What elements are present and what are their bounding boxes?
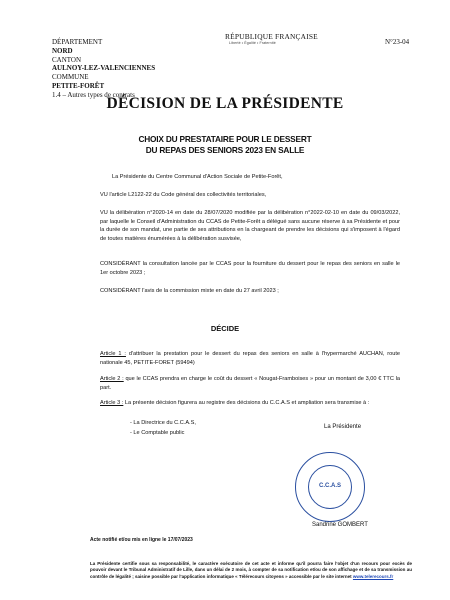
republic-heading: RÉPUBLIQUE FRANÇAISE [225, 32, 318, 41]
article-2 [100, 375, 400, 392]
canton-value: AULNOY-LEZ-VALENCIENNES [52, 64, 156, 73]
article-1-text: d'attribuer la prestation pour le dessert du repas des seniors en salle à l'hypermarché AUCHAN, route nationale 45, PETITE-FORET (59494) [100, 351, 400, 366]
article-1-label: Article 1 : [100, 351, 126, 357]
vu-paragraph-2: VU la délibération n°2020-14 en date du 28/07/2020 modifiée par la délibération n°2022-02-10 en date du 09/03/2022, par laquelle le Conseil d'Administration du CCAS de Petite-Forêt a délégué sans aucune réserve à sa Présidente et pour la durée de son mandat, une partie de ses attributions en la chargeant de prendre les décisions qui s'imposent à l'égard de toutes matières énumérées à la délibération susvisée, [100, 210, 400, 242]
article-3-label: Article 3 : [100, 400, 124, 406]
article-2-text: que le CCAS prendra en charge le coût du dessert « Nougat-Framboises » pour un montant de 3,00 € TTC la part. [100, 376, 400, 391]
intro-paragraph: La Présidente du Centre Communal d'Action Sociale de Petite-Forêt, [112, 174, 283, 180]
header-admin-block [52, 38, 155, 100]
footer-text: La Présidente certifie sous sa responsabilité, le caractère exécutoire de cet acte et informe qu'il pourra faire l'objet d'un recours pour excès de pouvoir devant le Tribunal Administratif de Lille, dans un délai de 2 mois, à compter de sa notification et/ou de son affichage et de sa transmission au contrôle de légalité ; saisine possible par l'application informatique « Télérecours citoyens » accessible par le site internet [90, 561, 412, 579]
article-2-label: Article 2 : [100, 376, 124, 382]
article-3 [100, 399, 400, 408]
telerecours-link[interactable]: www.telerecours.fr [352, 573, 394, 579]
posted-notice: Acte notifié et/ou mis en ligne le 17/07/2023 [90, 537, 193, 543]
republic-motto: Liberté • Égalité • Fraternité [229, 41, 276, 45]
commune-value: PETITE-FORÊT [52, 81, 105, 90]
seal-text: C.C.A.S [318, 483, 341, 489]
dept-value: NORD [52, 46, 73, 55]
signatory-role: La Présidente [324, 424, 362, 430]
canton-label: CANTON [52, 55, 82, 64]
vu-paragraph-1: VU l'article L2122-22 du Code général des collectivités territoriales, [100, 192, 267, 198]
subtitle-line-2: DU REPAS DES SENIORS 2023 EN SALLE [145, 145, 305, 155]
list-item: - La Directrice du C.C.A.S, [130, 420, 196, 426]
ccas-seal-icon [295, 452, 365, 522]
signatory-name: Sandrine GOMBERT [312, 522, 368, 528]
commune-label: COMMUNE [52, 73, 89, 82]
subtitle [0, 134, 450, 156]
decision-number: N°23-04 [385, 38, 410, 46]
decide-heading: DÉCIDE [210, 324, 240, 333]
article-1 [100, 350, 400, 367]
category: 1.4 – Autres types de contrats [52, 90, 135, 99]
legal-footer [90, 561, 412, 580]
page-title: DÉCISION DE LA PRÉSIDENTE [106, 95, 344, 112]
article-3-text: La présente décision figurera au registre des décisions du C.C.A.S et ampliation sera transmise à : [123, 400, 370, 406]
subtitle-line-1: CHOIX DU PRESTATAIRE POUR LE DESSERT [138, 134, 312, 144]
considerant-paragraph-2: CONSIDÉRANT l'avis de la commission mixte en date du 27 avril 2023 ; [100, 288, 279, 294]
list-item: - Le Comptable public [130, 430, 185, 436]
considerant-paragraph-1: CONSIDÉRANT la consultation lancée par le CCAS pour la fourniture du dessert pour le repas des seniors en salle le 1er octobre 2023 ; [100, 261, 400, 276]
dept-label: DÉPARTEMENT [52, 38, 103, 46]
recipient-list [130, 418, 196, 438]
